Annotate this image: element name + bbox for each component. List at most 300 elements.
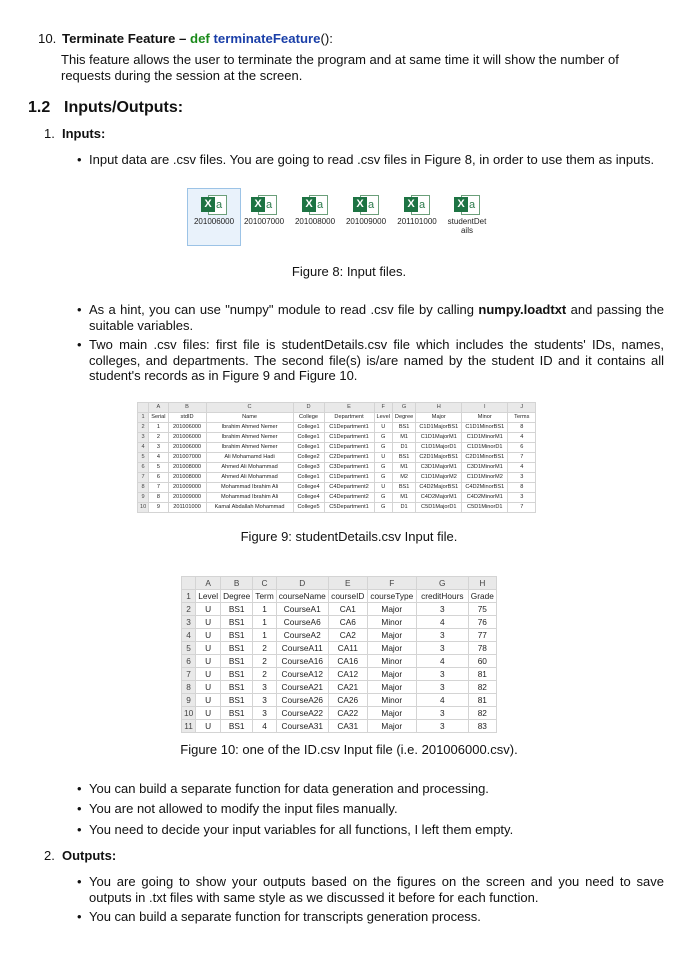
table-cell[interactable]: BS1 <box>392 483 415 493</box>
table-row <box>138 423 536 433</box>
bullet-dot: • <box>77 801 82 816</box>
table-row <box>138 463 536 473</box>
inputs-heading <box>44 126 105 141</box>
table-cell[interactable]: U <box>374 483 392 493</box>
table-cell[interactable]: 3 <box>416 642 468 655</box>
figure-9-caption: Figure 9: studentDetails.csv Input file. <box>240 529 458 544</box>
table-cell[interactable]: 81 <box>468 694 496 707</box>
table-cell[interactable]: 1 <box>149 423 168 433</box>
bullet-text: You can build a separate function for transcripts generation process. <box>89 909 481 924</box>
excel-file-icon: X a <box>201 195 227 215</box>
bullet-text: As a hint, you can use "numpy" module to read .csv file by calling numpy.loadtxt and passing the suitable variables. <box>89 302 665 333</box>
table-cell[interactable]: 201006000 <box>168 433 206 443</box>
table-cell[interactable]: Major <box>367 668 416 681</box>
header-cell[interactable]: Department <box>324 413 374 423</box>
keyword-def: def <box>190 31 210 46</box>
column-letter[interactable]: C <box>253 577 276 590</box>
excel-file-icon: X a <box>454 195 480 215</box>
table-cell[interactable]: C1D1MinorM2 <box>462 473 508 483</box>
row-number[interactable]: 6 <box>138 463 149 473</box>
item-10-heading <box>38 31 333 46</box>
table-cell[interactable]: C1D1MinorM1 <box>462 433 508 443</box>
header-cell[interactable]: Degree <box>392 413 415 423</box>
row-number[interactable]: 9 <box>138 493 149 503</box>
table-cell[interactable]: Ibrahim Ahmed Nemer <box>206 443 293 453</box>
table-row <box>182 655 497 668</box>
table-cell[interactable]: CourseA16 <box>276 655 328 668</box>
table-cell[interactable]: CourseA11 <box>276 642 328 655</box>
table-cell[interactable]: Minor <box>367 655 416 668</box>
table-cell[interactable]: C1Department1 <box>324 443 374 453</box>
section-number: 1.2 <box>28 99 51 116</box>
table-cell[interactable]: C4Department2 <box>324 483 374 493</box>
bullet-dot: • <box>77 337 82 352</box>
bullet-dot: • <box>77 822 82 837</box>
column-letter-row <box>138 403 536 413</box>
bullet-dot: • <box>77 152 82 167</box>
table-cell[interactable]: CA6 <box>328 616 367 629</box>
id-csv-spreadsheet <box>181 576 497 733</box>
table-cell[interactable]: BS1 <box>221 668 253 681</box>
table-cell[interactable]: BS1 <box>221 616 253 629</box>
table-cell[interactable]: 77 <box>468 629 496 642</box>
table-cell[interactable]: 4 <box>253 720 276 733</box>
row-number[interactable]: 8 <box>138 483 149 493</box>
table-cell[interactable]: Ibrahim Ahmed Nemer <box>206 423 293 433</box>
bullet-dot: • <box>77 302 82 317</box>
table-cell[interactable]: Major <box>367 629 416 642</box>
bullet-dot: • <box>77 781 82 796</box>
table-row <box>138 493 536 503</box>
row-number[interactable]: 4 <box>182 629 196 642</box>
row-number[interactable]: 11 <box>182 720 196 733</box>
column-letter[interactable]: B <box>221 577 253 590</box>
table-cell[interactable]: M1 <box>392 493 415 503</box>
column-letter[interactable]: F <box>367 577 416 590</box>
table-cell[interactable]: CourseA31 <box>276 720 328 733</box>
row-number[interactable]: 9 <box>182 694 196 707</box>
table-cell[interactable]: CA1 <box>328 603 367 616</box>
row-number[interactable]: 6 <box>182 655 196 668</box>
table-cell[interactable]: College4 <box>293 483 324 493</box>
column-letter[interactable]: H <box>416 403 462 413</box>
table-cell[interactable]: CourseA26 <box>276 694 328 707</box>
table-cell[interactable]: 3 <box>253 707 276 720</box>
table-cell[interactable]: 201009000 <box>168 493 206 503</box>
table-cell[interactable]: CA26 <box>328 694 367 707</box>
header-cell[interactable]: Name <box>206 413 293 423</box>
table-cell[interactable]: C1Department1 <box>324 433 374 443</box>
header-cell[interactable]: Minor <box>462 413 508 423</box>
row-number[interactable]: 2 <box>182 603 196 616</box>
table-cell[interactable]: 3 <box>508 473 536 483</box>
table-cell[interactable]: D1 <box>392 443 415 453</box>
table-cell[interactable]: CA12 <box>328 668 367 681</box>
table-cell[interactable]: BS1 <box>221 655 253 668</box>
header-cell[interactable]: Terms <box>508 413 536 423</box>
table-cell[interactable]: 4 <box>416 694 468 707</box>
header-cell[interactable]: Degree <box>221 590 253 603</box>
table-cell[interactable]: C4D2MajorM1 <box>416 493 462 503</box>
table-cell[interactable]: 7 <box>149 483 168 493</box>
table-cell[interactable]: Minor <box>367 616 416 629</box>
table-cell[interactable]: 3 <box>416 629 468 642</box>
table-row <box>138 473 536 483</box>
table-cell[interactable]: 3 <box>253 681 276 694</box>
table-cell[interactable]: BS1 <box>221 720 253 733</box>
table-header-row <box>138 413 536 423</box>
table-cell[interactable]: C5Department1 <box>324 503 374 513</box>
table-cell[interactable]: 201007000 <box>168 453 206 463</box>
table-cell[interactable]: C2D1MinorBS1 <box>462 453 508 463</box>
table-cell[interactable]: 81 <box>468 668 496 681</box>
table-cell[interactable]: CA31 <box>328 720 367 733</box>
table-cell[interactable]: U <box>374 423 392 433</box>
column-letter[interactable]: A <box>196 577 221 590</box>
figure-8-caption: Figure 8: Input files. <box>291 264 407 279</box>
table-cell[interactable]: G <box>374 473 392 483</box>
table-row <box>138 433 536 443</box>
excel-file-icon: X a <box>404 195 430 215</box>
row-number[interactable]: 3 <box>182 616 196 629</box>
table-cell[interactable]: Mohammad Ibrahim Ali <box>206 483 293 493</box>
inputs-title: Inputs: <box>62 126 106 141</box>
table-cell[interactable]: 4 <box>508 463 536 473</box>
table-cell[interactable]: 1 <box>253 603 276 616</box>
table-cell[interactable]: 75 <box>468 603 496 616</box>
section-heading <box>28 99 183 117</box>
table-cell[interactable]: C1D1MinorD1 <box>462 443 508 453</box>
table-cell[interactable]: CA2 <box>328 629 367 642</box>
table-cell[interactable]: C2D1MajorBS1 <box>416 453 462 463</box>
table-cell[interactable]: 3 <box>508 493 536 503</box>
table-cell[interactable]: 76 <box>468 616 496 629</box>
file-label: 201101000 <box>397 217 437 226</box>
row-number[interactable]: 10 <box>138 503 149 513</box>
row-number[interactable]: 5 <box>138 453 149 463</box>
table-row <box>182 603 497 616</box>
table-cell[interactable]: U <box>196 642 221 655</box>
table-cell[interactable]: Major <box>367 720 416 733</box>
header-cell[interactable]: courseType <box>367 590 416 603</box>
table-cell[interactable]: CourseA21 <box>276 681 328 694</box>
file-icons-figure <box>187 189 493 247</box>
student-details-spreadsheet <box>137 402 536 513</box>
table-cell[interactable]: 82 <box>468 707 496 720</box>
table-cell[interactable]: College4 <box>293 493 324 503</box>
excel-file-icon: X a <box>353 195 379 215</box>
table-cell[interactable]: C1D1MajorM1 <box>416 433 462 443</box>
table-cell[interactable]: 1 <box>253 616 276 629</box>
table-row <box>182 707 497 720</box>
table-cell[interactable]: 6 <box>508 443 536 453</box>
table-cell[interactable]: C5D1MinorD1 <box>462 503 508 513</box>
table-cell[interactable]: BS1 <box>221 629 253 642</box>
file-icon-4[interactable] <box>391 189 443 226</box>
table-cell[interactable]: U <box>374 453 392 463</box>
file-label: studentDet ails <box>447 217 487 235</box>
corner-cell[interactable] <box>138 403 149 413</box>
section-title: Inputs/Outputs: <box>64 99 184 116</box>
header-cell[interactable]: Major <box>416 413 462 423</box>
file-icon-0[interactable] <box>187 188 241 246</box>
table-cell[interactable]: CA16 <box>328 655 367 668</box>
file-icon-1[interactable] <box>238 189 290 226</box>
table-cell[interactable]: BS1 <box>221 707 253 720</box>
item-title: Terminate Feature – <box>62 31 187 46</box>
table-cell[interactable]: Major <box>367 681 416 694</box>
table-cell[interactable]: 82 <box>468 681 496 694</box>
row-number[interactable]: 5 <box>182 642 196 655</box>
header-cell[interactable]: Level <box>196 590 221 603</box>
header-cell[interactable]: stdID <box>168 413 206 423</box>
table-cell[interactable]: College2 <box>293 453 324 463</box>
file-icon-2[interactable] <box>289 189 341 226</box>
table-cell[interactable]: CourseA6 <box>276 616 328 629</box>
column-letter[interactable]: F <box>374 403 392 413</box>
table-cell[interactable]: 201008000 <box>168 463 206 473</box>
excel-file-icon: X a <box>302 195 328 215</box>
table-cell[interactable]: 7 <box>508 503 536 513</box>
table-cell[interactable]: C3Department1 <box>324 463 374 473</box>
table-cell[interactable]: Minor <box>367 694 416 707</box>
table-cell[interactable]: M1 <box>392 433 415 443</box>
table-cell[interactable]: 201006000 <box>168 443 206 453</box>
file-label: 201008000 <box>294 217 336 226</box>
table-cell[interactable]: College3 <box>293 463 324 473</box>
table-cell[interactable]: 3 <box>416 720 468 733</box>
table-cell[interactable]: College5 <box>293 503 324 513</box>
table-cell[interactable]: 201101000 <box>168 503 206 513</box>
table-cell[interactable]: Ali Mohamamd Hadi <box>206 453 293 463</box>
header-cell[interactable]: Term <box>253 590 276 603</box>
table-cell[interactable]: CA21 <box>328 681 367 694</box>
table-cell[interactable]: U <box>196 603 221 616</box>
outputs-heading <box>44 848 116 863</box>
table-cell[interactable]: BS1 <box>392 453 415 463</box>
table-cell[interactable]: CourseA1 <box>276 603 328 616</box>
table-cell[interactable]: 9 <box>149 503 168 513</box>
table-cell[interactable]: C5D1MajorD1 <box>416 503 462 513</box>
table-cell[interactable]: 8 <box>508 423 536 433</box>
table-cell[interactable]: 4 <box>149 453 168 463</box>
table-row <box>182 720 497 733</box>
table-cell[interactable]: Major <box>367 603 416 616</box>
bullet-text: Input data are .csv files. You are going to read .csv files in Figure 8, in order to use them as inputs. <box>89 152 655 167</box>
table-cell[interactable]: CA22 <box>328 707 367 720</box>
table-cell[interactable]: C4D2MajorBS1 <box>416 483 462 493</box>
header-cell[interactable]: Grade <box>468 590 496 603</box>
table-cell[interactable]: G <box>374 503 392 513</box>
bullet-dot: • <box>77 909 82 924</box>
table-cell[interactable]: College1 <box>293 433 324 443</box>
table-cell[interactable]: C1D1MajorBS1 <box>416 423 462 433</box>
header-cell[interactable]: creditHours <box>416 590 468 603</box>
column-letter[interactable]: E <box>324 403 374 413</box>
table-cell[interactable]: 78 <box>468 642 496 655</box>
header-cell[interactable]: Level <box>374 413 392 423</box>
row-number[interactable]: 3 <box>138 433 149 443</box>
column-letter[interactable]: H <box>468 577 496 590</box>
excel-file-icon: X a <box>251 195 277 215</box>
header-cell[interactable]: College <box>293 413 324 423</box>
table-cell[interactable]: College1 <box>293 443 324 453</box>
table-cell[interactable]: 4 <box>416 616 468 629</box>
table-cell[interactable]: 8 <box>149 493 168 503</box>
table-cell[interactable]: College1 <box>293 473 324 483</box>
bullet-text: You are not allowed to modify the input files manually. <box>89 801 398 816</box>
table-cell[interactable]: M2 <box>392 473 415 483</box>
table-cell[interactable]: Major <box>367 707 416 720</box>
table-cell[interactable]: 1 <box>253 629 276 642</box>
column-letter[interactable]: A <box>149 403 168 413</box>
row-number[interactable]: 1 <box>182 590 196 603</box>
table-cell[interactable]: D1 <box>392 503 415 513</box>
table-cell[interactable]: Major <box>367 642 416 655</box>
paren: (): <box>320 31 333 46</box>
function-name: terminateFeature <box>213 31 321 46</box>
table-cell[interactable]: 2 <box>149 433 168 443</box>
row-number[interactable]: 2 <box>138 423 149 433</box>
table-row <box>182 629 497 642</box>
table-cell[interactable]: 3 <box>149 443 168 453</box>
table-cell[interactable]: BS1 <box>221 603 253 616</box>
column-letter[interactable]: J <box>508 403 536 413</box>
table-cell[interactable]: Ahmed Ali Mohammad <box>206 463 293 473</box>
table-cell[interactable]: U <box>196 707 221 720</box>
table-cell[interactable]: CourseA22 <box>276 707 328 720</box>
table-cell[interactable]: 3 <box>416 681 468 694</box>
table-cell[interactable]: C1Department1 <box>324 423 374 433</box>
table-cell[interactable]: G <box>374 463 392 473</box>
table-cell[interactable]: C4D2MinorBS1 <box>462 483 508 493</box>
table-cell[interactable]: 3 <box>416 707 468 720</box>
table-cell[interactable]: 83 <box>468 720 496 733</box>
table-cell[interactable]: Ibrahim Ahmed Nemer <box>206 433 293 443</box>
table-cell[interactable]: U <box>196 668 221 681</box>
table-cell[interactable]: U <box>196 655 221 668</box>
header-cell[interactable]: Serial <box>149 413 168 423</box>
table-cell[interactable]: U <box>196 694 221 707</box>
table-cell[interactable]: BS1 <box>392 423 415 433</box>
row-number[interactable]: 10 <box>182 707 196 720</box>
header-cell[interactable]: courseName <box>276 590 328 603</box>
row-number[interactable]: 7 <box>182 668 196 681</box>
table-cell[interactable]: 4 <box>508 433 536 443</box>
table-cell[interactable]: 2 <box>253 642 276 655</box>
column-letter[interactable]: B <box>168 403 206 413</box>
file-icon-5[interactable] <box>441 189 493 235</box>
item-number: 10. <box>38 31 57 46</box>
table-cell[interactable]: G <box>374 493 392 503</box>
table-cell[interactable]: 7 <box>508 453 536 463</box>
table-cell[interactable]: 60 <box>468 655 496 668</box>
table-cell[interactable]: U <box>196 720 221 733</box>
table-cell[interactable]: C3D1MajorM1 <box>416 463 462 473</box>
column-letter[interactable]: I <box>462 403 508 413</box>
table-cell[interactable]: C1D1MajorM2 <box>416 473 462 483</box>
row-number[interactable]: 7 <box>138 473 149 483</box>
column-letter[interactable]: E <box>328 577 367 590</box>
table-cell[interactable]: CourseA2 <box>276 629 328 642</box>
figure-10-caption: Figure 10: one of the ID.csv Input file (i.e. 201006000.csv). <box>180 742 518 757</box>
table-cell[interactable]: Ahmed Ali Mohammad <box>206 473 293 483</box>
row-number[interactable]: 8 <box>182 681 196 694</box>
item-10-body: This feature allows the user to terminate the program and at same time it will show the number of requests during the session at the screen. <box>61 52 619 83</box>
table-cell[interactable]: U <box>196 629 221 642</box>
table-cell[interactable]: C1Department1 <box>324 473 374 483</box>
table-cell[interactable]: C1D1MajorD1 <box>416 443 462 453</box>
table-row <box>182 694 497 707</box>
table-cell[interactable]: M1 <box>392 463 415 473</box>
table-cell[interactable]: CA11 <box>328 642 367 655</box>
table-cell[interactable]: 3 <box>416 668 468 681</box>
table-cell[interactable]: BS1 <box>221 681 253 694</box>
outputs-number: 2. <box>44 848 55 863</box>
table-cell[interactable]: C3D1MinorM1 <box>462 463 508 473</box>
column-letter[interactable]: D <box>276 577 328 590</box>
bullet-text: Two main .csv files: first file is studentDetails.csv file which includes the students' IDs, names, colleges, and departments. The second file(s) is/are named by the student ID and it contains all student's records as in Figure 9 and Figure 10. <box>89 337 664 383</box>
table-cell[interactable]: U <box>196 616 221 629</box>
row-number[interactable]: 4 <box>138 443 149 453</box>
table-cell[interactable]: Mohammad Ibrahim Ali <box>206 493 293 503</box>
table-header-row <box>182 590 497 603</box>
bullet-text: You are going to show your outputs based on the figures on the screen and you need to save outputs in .txt files with same style as we discussed it before for each function. <box>89 874 664 905</box>
table-cell[interactable]: 201009000 <box>168 483 206 493</box>
file-icon-3[interactable] <box>340 189 392 226</box>
file-label: 201009000 <box>345 217 387 226</box>
table-cell[interactable]: 2 <box>253 668 276 681</box>
table-cell[interactable]: C4Department2 <box>324 493 374 503</box>
table-row <box>138 503 536 513</box>
table-row <box>138 443 536 453</box>
column-letter[interactable]: G <box>416 577 468 590</box>
table-cell[interactable]: CourseA12 <box>276 668 328 681</box>
table-cell[interactable]: C2Department1 <box>324 453 374 463</box>
corner-cell[interactable] <box>182 577 196 590</box>
column-letter-row <box>182 577 497 590</box>
table-cell[interactable]: G <box>374 443 392 453</box>
inputs-number: 1. <box>44 126 55 141</box>
table-row <box>182 681 497 694</box>
table-cell[interactable]: 201006000 <box>168 423 206 433</box>
table-cell[interactable]: BS1 <box>221 694 253 707</box>
table-cell[interactable]: Kamal Abdallah Mohammad <box>206 503 293 513</box>
file-label: 201006000 <box>193 217 235 226</box>
table-cell[interactable]: 5 <box>149 463 168 473</box>
table-cell[interactable]: G <box>374 433 392 443</box>
table-cell[interactable]: U <box>196 681 221 694</box>
column-letter[interactable]: C <box>206 403 293 413</box>
header-cell[interactable]: courseID <box>328 590 367 603</box>
row-number[interactable]: 1 <box>138 413 149 423</box>
table-cell[interactable]: C1D1MinorBS1 <box>462 423 508 433</box>
table-cell[interactable]: 201008000 <box>168 473 206 483</box>
table-cell[interactable]: BS1 <box>221 642 253 655</box>
outputs-title: Outputs: <box>62 848 117 863</box>
table-cell[interactable]: 4 <box>416 655 468 668</box>
table-cell[interactable]: C4D2MinorM1 <box>462 493 508 503</box>
table-cell[interactable]: College1 <box>293 423 324 433</box>
table-cell[interactable]: 3 <box>416 603 468 616</box>
table-cell[interactable]: 8 <box>508 483 536 493</box>
table-cell[interactable]: 6 <box>149 473 168 483</box>
table-cell[interactable]: 2 <box>253 655 276 668</box>
column-letter[interactable]: G <box>392 403 415 413</box>
bullet-dot: • <box>77 874 82 889</box>
column-letter[interactable]: D <box>293 403 324 413</box>
table-cell[interactable]: 3 <box>253 694 276 707</box>
